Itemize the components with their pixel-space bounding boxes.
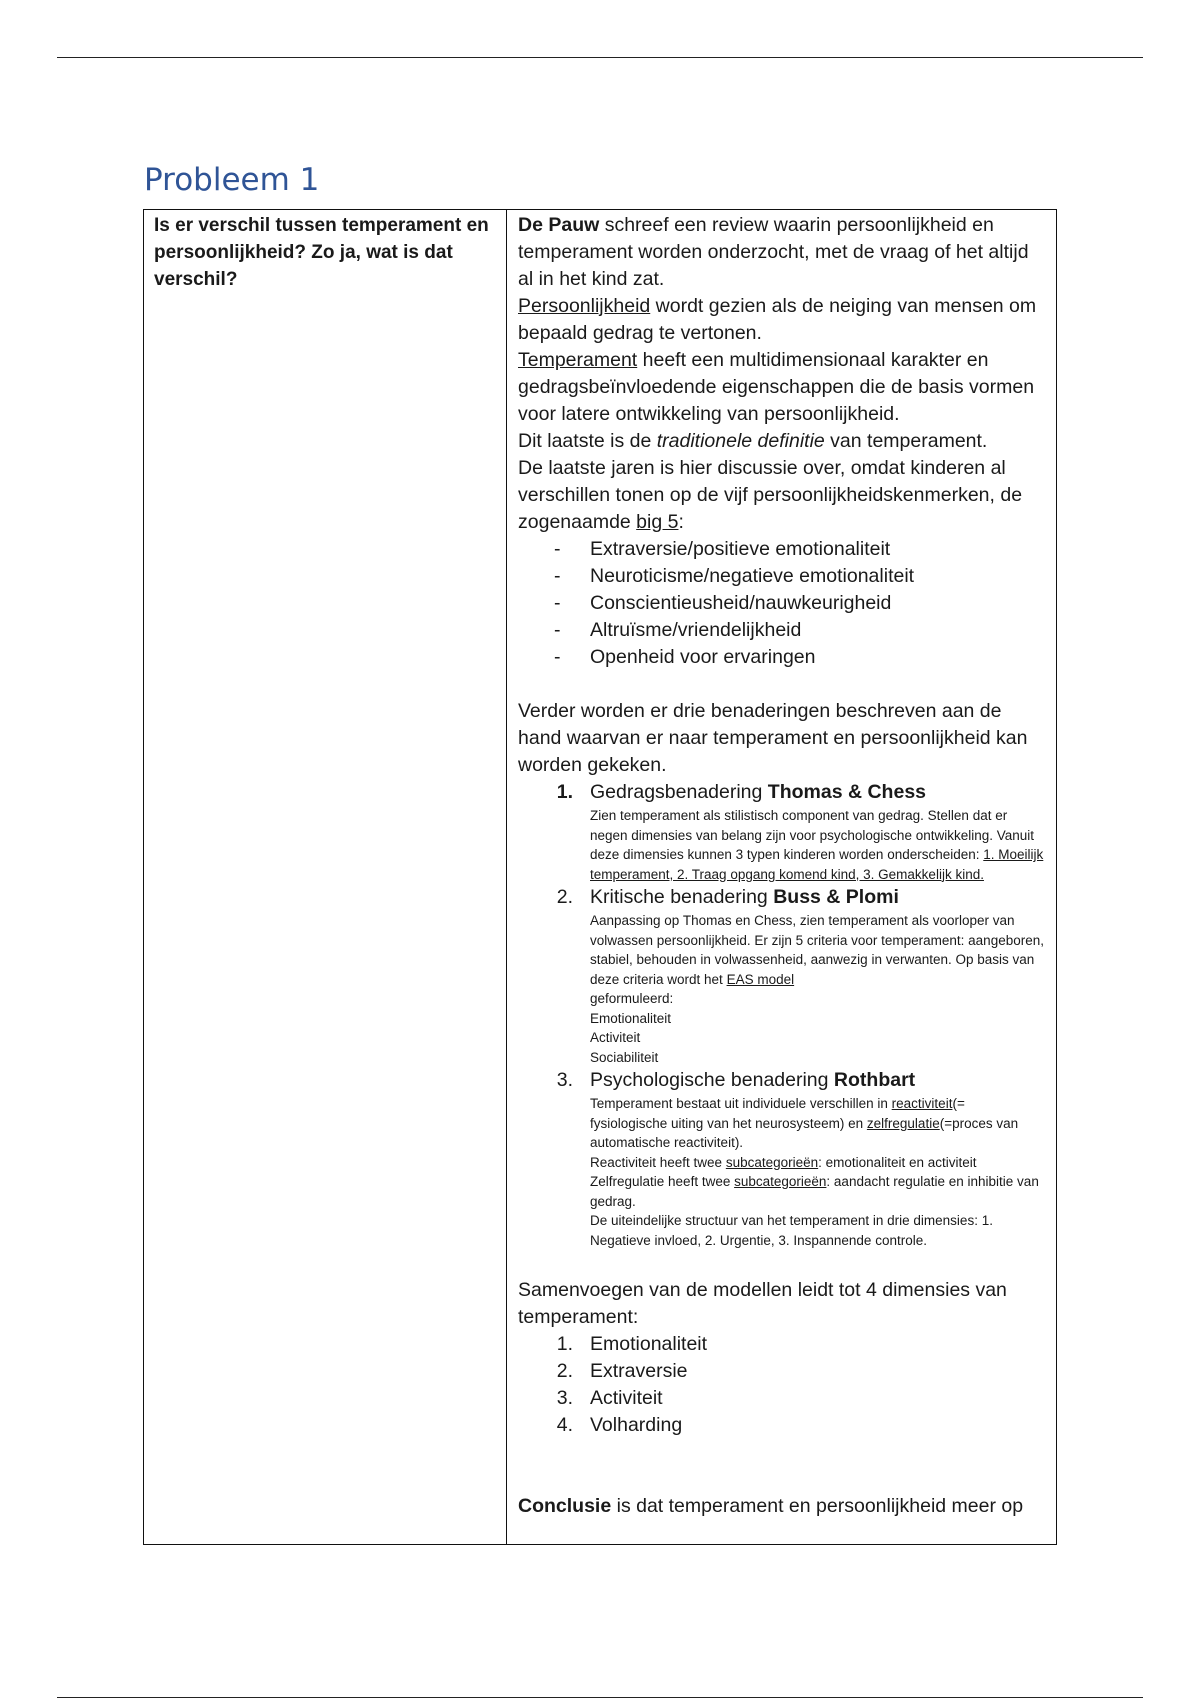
approach-authors: Buss & Plomi [773, 886, 899, 908]
personality-definition: Persoonlijkheid wordt gezien als de neiging van mensen om bepaald gedrag te vertonen. [518, 295, 1037, 344]
qa-table [143, 209, 1057, 1545]
approach-number: 3. [556, 1069, 573, 1091]
approach-description: Zien temperament als stilistisch component van gedrag. Stellen dat er negen dimensies van belang zijn voor psychologische ontwikkeling. Vanuit deze dimensies kunnen 3 typen kinderen worden onderscheiden: 1. Moeilijk temperament, 2. Traag opgang komend kind, 3. Gemakkelijk kind. [590, 808, 1044, 882]
footer-rule [57, 1697, 1143, 1698]
list-item: - Neuroticisme/negatieve emotionaliteit [518, 563, 1044, 590]
final-structure: De uiteindelijke structuur van het temperament in drie dimensies: 1. Negatieve invloed, 2. Urgentie, 3. Inspannende controle. [590, 1213, 993, 1248]
spacer [518, 1439, 1044, 1466]
approach-description: Temperament bestaat uit individuele verschillen in reactiviteit(= fysiologische uiting van het neurosysteem) en zelfregulatie(=proces van automatische reactiviteit). [590, 1096, 1019, 1150]
dimensions-list [518, 1331, 1044, 1439]
spacer [518, 1250, 1044, 1277]
approach-authors: Thomas & Chess [767, 781, 927, 803]
spacer [518, 1466, 1044, 1493]
list-item: 2. Extraversie [556, 1360, 688, 1382]
eas-item: Emotionaliteit [590, 1010, 672, 1026]
discussion-paragraph: De laatste jaren is hier discussie over, omdat kinderen al verschillen tonen op de vijf persoonlijkheidskenmerken, de zogenaamde big 5: [518, 457, 1023, 533]
list-item: 3. Activiteit [556, 1387, 663, 1409]
approach-heading: 3. Psychologische benadering Rothbart [590, 1067, 1044, 1094]
answer-cell [507, 210, 1056, 1544]
conclusion-label: Conclusie [518, 1495, 612, 1517]
author-name: De Pauw [518, 214, 600, 236]
approach-3 [518, 1067, 1044, 1250]
italic-term: traditionele definitie [656, 430, 825, 452]
approach-1 [518, 779, 1044, 884]
intro-paragraph: De Pauw schreef een review waarin persoonlijkheid en temperament worden onderzocht, met de vraag of het altijd al in het kind zat. [518, 214, 1029, 290]
question-text: Is er verschil tussen temperament en persoonlijkheid? Zo ja, wat is dat verschil? [154, 215, 489, 290]
list-item: - Altruïsme/vriendelijkheid [518, 617, 1044, 644]
self-regulation-line: Zelfregulatie heeft twee subcategorieën: aandacht regulatie en inhibitie van gedrag. [590, 1174, 1039, 1209]
list-item: - Extraversie/positieve emotionaliteit [518, 536, 1044, 563]
approach-heading: 2. Kritische benadering Buss & Plomi [590, 884, 1044, 911]
approach-2 [518, 884, 1044, 1067]
term-temperament: Temperament [518, 349, 638, 371]
page-title: Probleem 1 [144, 162, 320, 198]
header-rule [57, 57, 1143, 58]
temperament-definition: Temperament heeft een multidimensionaal karakter en gedragsbeïnvloedende eigenschappen die de basis vormen voor latere ontwikkeling van persoonlijkheid. [518, 349, 1035, 425]
term-big5: big 5 [636, 511, 679, 533]
traditional-definition: Dit laatste is de traditionele definitie van temperament. [518, 430, 988, 452]
eas-model: EAS model [726, 971, 795, 987]
approach-heading: 1. Gedragsbenadering Thomas & Chess [590, 779, 1044, 806]
eas-item: Sociabiliteit [590, 1049, 659, 1065]
big5-list [518, 536, 1044, 671]
list-item: 1. Emotionaliteit [556, 1333, 708, 1355]
reactivity-line: Reactiviteit heeft twee subcategorieën: emotionaliteit en activiteit [590, 1154, 977, 1170]
eas-item: Activiteit [590, 1030, 641, 1045]
list-item: - Conscientieusheid/nauwkeurigheid [518, 590, 1044, 617]
conclusion-line: Conclusie is dat temperament en persoonlijkheid meer op [518, 1495, 1024, 1517]
spacer [518, 671, 1044, 698]
approach-authors: Rothbart [833, 1069, 916, 1091]
approach-number: 2. [556, 886, 573, 908]
approaches-intro: Verder worden er drie benaderingen beschreven aan de hand waarvan er naar temperament en persoonlijkheid kan worden gekeken. [518, 700, 1028, 776]
approach-description: Aanpassing op Thomas en Chess, zien temperament als voorloper van volwassen persoonlijkheid. Er zijn 5 criteria voor temperament: aangeboren, stabiel, behouden in volwassenheid, aanwezig in verwanten. Op basis van deze criteria wordt het EAS model [590, 913, 1044, 987]
approach-number: 1. [556, 781, 573, 803]
term-personality: Persoonlijkheid [518, 295, 651, 317]
term-self-regulation: zelfregulatie [866, 1115, 940, 1131]
merge-intro: Samenvoegen van de modellen leidt tot 4 dimensies van temperament: [518, 1279, 1007, 1328]
list-item: - Openheid voor ervaringen [518, 644, 1044, 671]
child-types: 1. Moeilijk temperament, 2. Traag opgang komend kind, 3. Gemakkelijk kind. [590, 847, 1044, 882]
term-reactivity: reactiviteit [891, 1096, 953, 1111]
list-item: 4. Volharding [556, 1414, 683, 1436]
question-cell [144, 210, 507, 1544]
approach-description-cont: geformuleerd: [590, 991, 674, 1006]
